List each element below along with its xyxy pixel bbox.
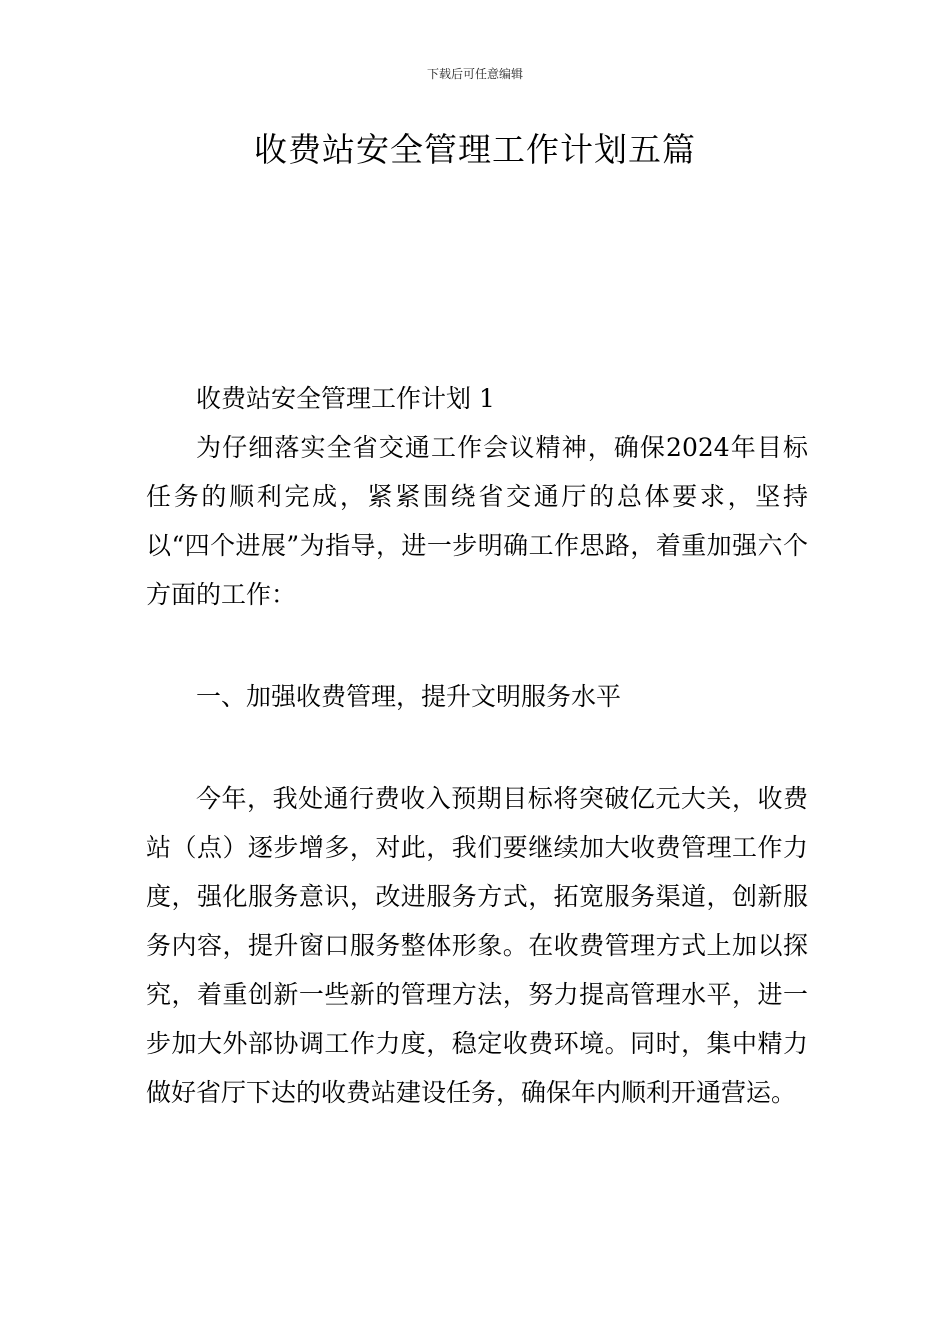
- section-heading: 收费站安全管理工作计划 1: [196, 384, 495, 413]
- subheading-one: 一、加强收费管理，提升文明服务水平: [196, 682, 622, 711]
- paragraph-one: 今年，我处通行费收入预期目标将突破亿元大关，收费站（点）逐步增多，对此，我们要继续加大收费管理工作力度，强化服务意识，改进服务方式，拓宽服务渠道，创新服务内容，提升窗口服务整体形象。在收费管理方式上加以探究，着重创新一些新的管理方法，努力提高管理水平，进一步加大外部协调工作力度，稳定收费环境。同时，集中精力做好省厅下达的收费站建设任务，确保年内顺利开通营运。: [146, 784, 808, 1107]
- header-note: 下载后可任意编辑: [426, 67, 523, 81]
- document-title: 收费站安全管理工作计划五篇: [254, 130, 696, 169]
- intro-paragraph: 为仔细落实全省交通工作会议精神，确保2024年目标任务的顺利完成，紧紧围绕省交通厅的总体要求，坚持以“四个进展”为指导，进一步明确工作思路，着重加强六个方面的工作：: [146, 433, 808, 609]
